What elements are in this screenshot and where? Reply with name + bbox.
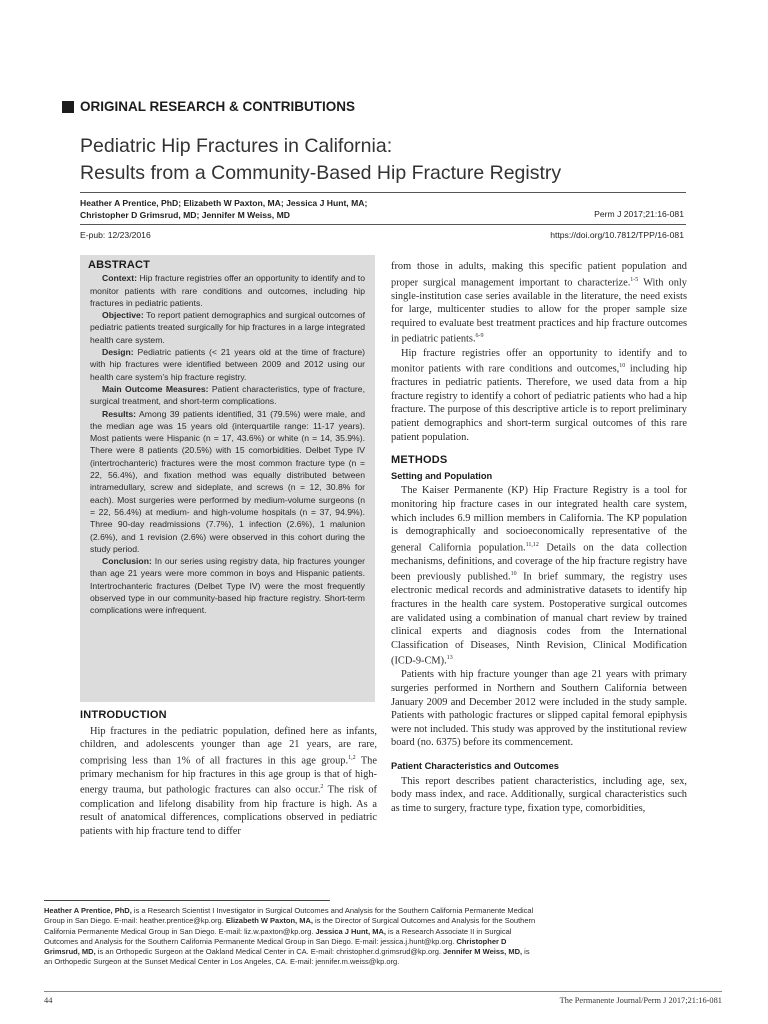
footnote-rule [44, 900, 330, 901]
section-label: ORIGINAL RESEARCH & CONTRIBUTIONS [80, 99, 356, 114]
body-text: from those in adults, making this specific patient population and proper surgical management important to characterize. [391, 261, 687, 289]
abstract-text: Hip fracture registries offer an opportunity to identify and to monitor patients with rare conditions and outcomes, including hip fractures in pediatric patients. [90, 273, 365, 308]
body-text: The primary mechanism for hip fractures in this age group is that of high-energy trauma, but pathologic fractures can also occur. [80, 755, 377, 796]
abstract-label: Objective: [102, 310, 144, 321]
abstract-label: Main Outcome Measures: [102, 383, 209, 394]
abstract-context [90, 272, 365, 309]
section-tag [62, 99, 355, 114]
affiliation-text: is a Research Scientist I Investigator in Surgical Outcomes and Analysis for the Southern California Permanente Medical Group in San Diego. E-mail: heather.prentice@kp.org. [44, 906, 534, 926]
methods-paragraph-2: Patients with hip fracture younger than age 21 years with primary surgeries performed in Northern and Southern California between January 2009 and December 2012 were included in the study sample. Patients with pathologic fractures or slipped capital femoral epiphysis were not included. This study was approved by the institutional review board (no. 6375) before its commencement. [391, 669, 687, 749]
reference-superscript: 1-5 [630, 276, 639, 283]
abstract-heading: ABSTRACT [88, 259, 151, 271]
abstract-conclusion [90, 555, 365, 616]
abstract-label: Results: [102, 408, 137, 419]
affiliation-text: is an Orthopedic Surgeon at the Sunset Medical Center in Los Angeles, CA. E-mail: jennifer.m.weiss@kp.org. [44, 947, 530, 967]
authors-line-1: Heather A Prentice, PhD; Elizabeth W Paxton, MA; Jessica J Hunt, MA; [80, 198, 368, 208]
left-column [80, 709, 377, 838]
title-line-1: Pediatric Hip Fractures in California: [80, 135, 393, 157]
reference-superscript: 6-9 [475, 333, 484, 340]
patient-characteristics-heading: Patient Characteristics and Outcomes [391, 761, 559, 771]
methods-paragraph-1 [391, 484, 687, 668]
intro-paragraph [80, 725, 377, 839]
article-title [80, 133, 700, 187]
body-text: including hip fractures in pediatric patients. Therefore, we used data from a hip fracture registry to identify a cohort of pediatric patients who had a hip fracture. The purpose of this descriptive article is to report preliminary patient demographics and short-term surgical outcomes of this rare patient population. [391, 363, 687, 443]
affiliation-text: is the Director of Surgical Outcomes and Analysis for the Southern California Permanente Medical Group in San Diego. E-mail: liz.w.paxton@kp.org. [44, 916, 536, 936]
reference-superscript: 13 [446, 655, 453, 662]
reference-superscript: 11,12 [525, 541, 539, 548]
body-text: Details on the data collection mechanisms, definitions, and coverage of the hip fracture registry have been previously published. [391, 542, 688, 583]
intro-heading: INTRODUCTION [80, 709, 167, 721]
journal-citation: The Permanente Journal/Perm J 2017;21:16-081 [559, 996, 722, 1005]
title-rule [80, 192, 686, 193]
author-name: Elizabeth W Paxton, MA, [225, 916, 313, 926]
authors-line-2: Christopher D Grimsrud, MD; Jennifer M Weiss, MD [80, 210, 290, 220]
abstract-text: Pediatric patients (< 21 years old at the time of fracture) with hip fractures were identified between 2009 and 2012 using our health care system’s hip fracture registry. [90, 347, 365, 382]
author-name: Christopher D Grimsrud, MD, [44, 936, 507, 957]
author-list [80, 197, 367, 221]
abstract-text: Patient characteristics, type of fracture, surgical treatment, and short-term complications. [90, 383, 365, 407]
title-line-2: Results from a Community-Based Hip Fracture Registry [80, 162, 562, 184]
abstract-box [80, 255, 375, 702]
intro-paragraph-2 [391, 347, 687, 445]
right-column [391, 260, 687, 815]
page-number: 44 [44, 996, 53, 1005]
body-text: Hip fractures in the pediatric population, defined here as infants, children, and adolescents younger than age 21 years, are rare, comprising less than 1% of all fractures in this age group. [80, 725, 377, 767]
abstract-label: Conclusion: [102, 556, 152, 567]
abstract-results [90, 408, 365, 556]
abstract-label: Context: [102, 273, 137, 284]
author-rule [80, 224, 686, 225]
reference-superscript: 10 [510, 571, 517, 578]
methods-heading: METHODS [391, 454, 448, 467]
abstract-objective [90, 309, 365, 346]
reference-superscript: 10 [619, 363, 626, 370]
body-text: The Kaiser Permanente (KP) Hip Fracture Registry is a tool for monitoring hip fracture cases in our integrated health care system, which includes 6.9 million members in California. The KP population is demographically and socioeconomically representative of the general California population. [391, 485, 687, 554]
setting-heading: Setting and Population [391, 470, 493, 481]
doi-link[interactable]: https://doi.org/10.7812/TPP/16-081 [550, 230, 684, 240]
body-text: In brief summary, the registry uses electronic medical records and administrative datasets to identify hip fractures in the health care system. Postoperative surgical outcomes are validated using a combination of manual chart review by trained clinical experts and diagnosis codes from the International Classification of Diseases, Ninth Revision, Clinical Modification (ICD-9-CM). [391, 571, 687, 667]
reference-superscript: 1,2 [348, 754, 356, 761]
author-name: Jessica J Hunt, MA, [315, 926, 386, 936]
abstract-text: In our series using registry data, hip fractures younger than age 21 years were more common in boys and Hispanic patients. Intertrochanteric fractures (Delbet Type IV) were the most frequently observed type in our community-based hip fracture registry. Short-term complications were infrequent. [90, 556, 365, 616]
spacer [391, 444, 687, 454]
intro-continuation [391, 260, 687, 347]
abstract-label: Design: [102, 347, 134, 358]
spacer [391, 750, 687, 760]
affiliation-text: is an Orthopedic Surgeon at the Oakland Medical Center in CA. E-mail: christopher.d.grimsrud@kp.org. [95, 947, 444, 957]
abstract-text: Among 39 patients identified, 31 (79.5%) were male, and the median age was 15 years old (interquartile range: 11-17 years). Most patients were Hispanic (n = 17, 43.6%) or white (n = 14, 35.9%). There were 8 patients (20.5%) with 15 comorbidities. Delbet Type IV (intertrochanteric) fractures were the most common fracture type (n = 22, 56.4%), and fixation method was equally distributed between intramedullary, screw and sideplate, and screws (n = 12, 30.8% for each). Most surgeries were performed by medium-volume surgeons (n = 22, 56.4%) at medium- and high-volume hospitals (n = 37, 94.9%). Three 90-day readmissions (7.7%), 1 infection (2.6%), 1 malunion (2.6%), and 1 revision (2.6%) were observed in this cohort during the study period. [90, 408, 365, 554]
abstract-measures [90, 383, 365, 408]
abstract-text: To report patient demographics and surgical outcomes of pediatric patients treated surgically for hip fractures in a large integrated health care system. [90, 310, 365, 345]
citation: Perm J 2017;21:16-081 [594, 209, 684, 219]
reference-superscript: 2 [320, 784, 324, 791]
body-text: With only single-institution case series available in the literature, the need exists for large, multicenter studies to allow for the proper sample size required to evaluate best treatment practices and hip fracture outcomes in pediatric patients. [391, 277, 687, 345]
methods-paragraph-3: This report describes patient characteristics, including age, sex, body mass index, and race. Additionally, surgical characteristics such as time to surgery, fracture type, fixation type, comorbidities, [391, 775, 687, 814]
author-name: Heather A Prentice, PhD, [44, 906, 132, 915]
epub-date: E-pub: 12/23/2016 [80, 230, 151, 240]
author-affiliations [44, 906, 539, 968]
abstract-design [90, 346, 365, 383]
section-square-icon [62, 101, 74, 113]
footer-rule [44, 991, 722, 992]
body-text: The risk of complication and lifelong disability from hip fracture is high. As a result of anatomical differences, complications observed in pediatric patients with hip fracture tend to differ [80, 784, 377, 837]
affiliation-text: is a Research Associate II in Surgical Outcomes and Analysis for the Southern California Permanente Medical Group in San Diego. E-mail: jessica.j.hunt@kp.org. [44, 926, 512, 946]
body-text: Hip fracture registries offer an opportunity to identify and to monitor patients with rare conditions and outcomes, [391, 347, 687, 375]
author-name: Jennifer M Weiss, MD, [443, 947, 523, 957]
